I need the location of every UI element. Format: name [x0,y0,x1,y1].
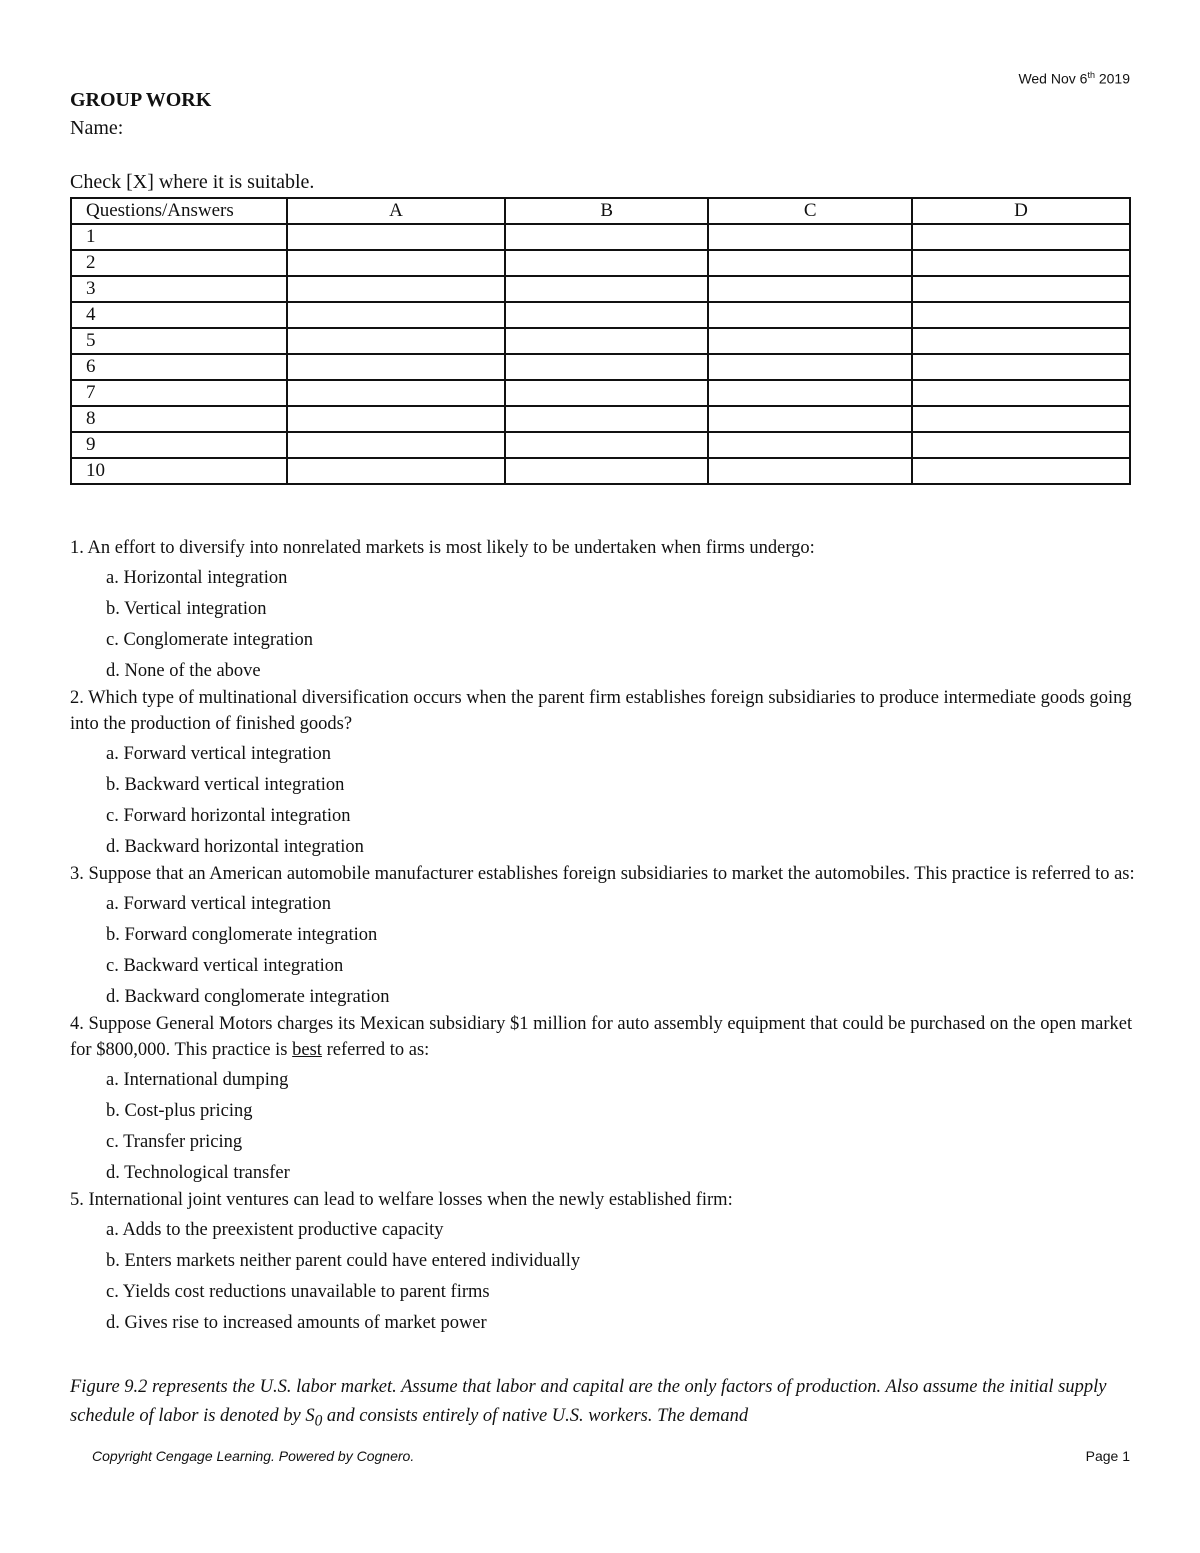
emphasis-best: best [292,1040,322,1060]
page-date: Wed Nov 6th 2019 [1018,70,1130,87]
question-4 [70,1011,1140,1187]
table-row [71,302,1130,328]
answer-cell-d[interactable] [912,328,1130,354]
name-label: Name: [70,117,124,139]
question-number-cell: 4 [71,302,287,328]
table-row [71,250,1130,276]
answer-option: c. Forward horizontal integration [106,806,351,826]
answer-cell-d[interactable] [912,224,1130,250]
answer-cell-b[interactable] [505,276,708,302]
answer-cell-b[interactable] [505,250,708,276]
question-list [70,535,1140,1337]
table-row [71,354,1130,380]
answer-cell-a[interactable] [287,354,505,380]
answer-cell-d[interactable] [912,432,1130,458]
answer-option: d. None of the above [106,661,261,681]
answer-option: c. Backward vertical integration [106,956,344,976]
answer-option: d. Technological transfer [106,1163,290,1183]
answer-cell-a[interactable] [287,458,505,484]
table-row [71,458,1130,484]
answer-cell-d[interactable] [912,458,1130,484]
column-header: D [912,198,1130,224]
answer-cell-b[interactable] [505,406,708,432]
answer-cell-b[interactable] [505,328,708,354]
table-row [71,224,1130,250]
column-header: A [287,198,505,224]
answer-cell-a[interactable] [287,302,505,328]
answer-option: a. Horizontal integration [106,568,288,588]
answer-cell-d[interactable] [912,406,1130,432]
answer-option: a. Forward vertical integration [106,744,331,764]
column-header: C [708,198,911,224]
page-title: GROUP WORK [70,89,212,111]
question-number-cell: 1 [71,224,287,250]
answer-cell-d[interactable] [912,380,1130,406]
answer-cell-b[interactable] [505,458,708,484]
question-number-cell: 9 [71,432,287,458]
column-header: B [505,198,708,224]
answer-cell-c[interactable] [708,250,911,276]
question-number-cell: 3 [71,276,287,302]
question-1 [70,535,1140,685]
question-text: 5. International joint ventures can lead to welfare losses when the newly established firm: [70,1190,733,1210]
table-row [71,276,1130,302]
question-text: 2. Which type of multinational diversification occurs when the parent firm establishes foreign subsidiaries to produce intermediate goods going into the production of finished goods? [70,688,1132,734]
answer-cell-a[interactable] [287,250,505,276]
answer-cell-a[interactable] [287,380,505,406]
answer-option: b. Vertical integration [106,599,267,619]
question-number-cell: 6 [71,354,287,380]
question-text: 4. Suppose General Motors charges its Mexican subsidiary $1 million for auto assembly equipment that could be purchased on the open market for $800,000. This practice is best referred to as: [70,1014,1133,1060]
table-row [71,328,1130,354]
question-number-cell: 10 [71,458,287,484]
answer-option: b. Enters markets neither parent could have entered individually [106,1251,581,1271]
answer-cell-c[interactable] [708,432,911,458]
answer-option: a. International dumping [106,1070,289,1090]
answer-cell-c[interactable] [708,224,911,250]
answer-cell-c[interactable] [708,380,911,406]
question-number-cell: 8 [71,406,287,432]
table-row [71,380,1130,406]
answer-cell-a[interactable] [287,224,505,250]
question-number-cell: 2 [71,250,287,276]
answer-cell-d[interactable] [912,302,1130,328]
answer-option: c. Yields cost reductions unavailable to parent firms [106,1282,490,1302]
question-number-cell: 7 [71,380,287,406]
answer-table-header [71,198,1130,224]
question-text: 1. An effort to diversify into nonrelated markets is most likely to be undertaken when firms undergo: [70,538,815,558]
answer-option: c. Transfer pricing [106,1132,243,1152]
answer-option: a. Forward vertical integration [106,894,331,914]
column-header: Questions/Answers [71,198,287,224]
answer-option: b. Forward conglomerate integration [106,925,378,945]
answer-cell-b[interactable] [505,224,708,250]
answer-option: c. Conglomerate integration [106,630,314,650]
question-2 [70,685,1140,861]
answer-cell-b[interactable] [505,432,708,458]
figure-note: Figure 9.2 represents the U.S. labor market. Assume that labor and capital are the only factors of production. Also assume the initial supply schedule of labor is denoted by $S_0$ and consists entirely of native U.S. workers. The demand [70,1377,1107,1430]
table-row [71,406,1130,432]
answer-cell-c[interactable] [708,302,911,328]
answer-cell-b[interactable] [505,380,708,406]
answer-cell-a[interactable] [287,276,505,302]
answer-cell-c[interactable] [708,406,911,432]
answer-cell-d[interactable] [912,276,1130,302]
answer-option: a. Adds to the preexistent productive capacity [106,1220,444,1240]
answer-table [70,197,1131,485]
question-number-cell: 5 [71,328,287,354]
instruction-text: Check [X] where it is suitable. [70,171,315,193]
answer-option: d. Gives rise to increased amounts of market power [106,1313,487,1333]
answer-cell-d[interactable] [912,354,1130,380]
answer-cell-a[interactable] [287,432,505,458]
answer-cell-c[interactable] [708,354,911,380]
answer-option: b. Backward vertical integration [106,775,345,795]
question-3 [70,861,1140,1011]
question-text: 3. Suppose that an American automobile manufacturer establishes foreign subsidiaries to market the automobiles. This practice is referred to as: [70,864,1135,884]
answer-cell-b[interactable] [505,302,708,328]
answer-cell-b[interactable] [505,354,708,380]
answer-option: d. Backward horizontal integration [106,837,364,857]
answer-option: d. Backward conglomerate integration [106,987,390,1007]
answer-cell-d[interactable] [912,250,1130,276]
answer-cell-a[interactable] [287,406,505,432]
answer-cell-c[interactable] [708,328,911,354]
question-5 [70,1187,1140,1337]
table-row [71,432,1130,458]
answer-cell-c[interactable] [708,458,911,484]
answer-cell-a[interactable] [287,328,505,354]
answer-cell-c[interactable] [708,276,911,302]
footer-page-number: Page 1 [1085,1448,1130,1464]
footer-copyright: Copyright Cengage Learning. Powered by Cognero. [92,1448,415,1464]
answer-option: b. Cost-plus pricing [106,1101,253,1121]
